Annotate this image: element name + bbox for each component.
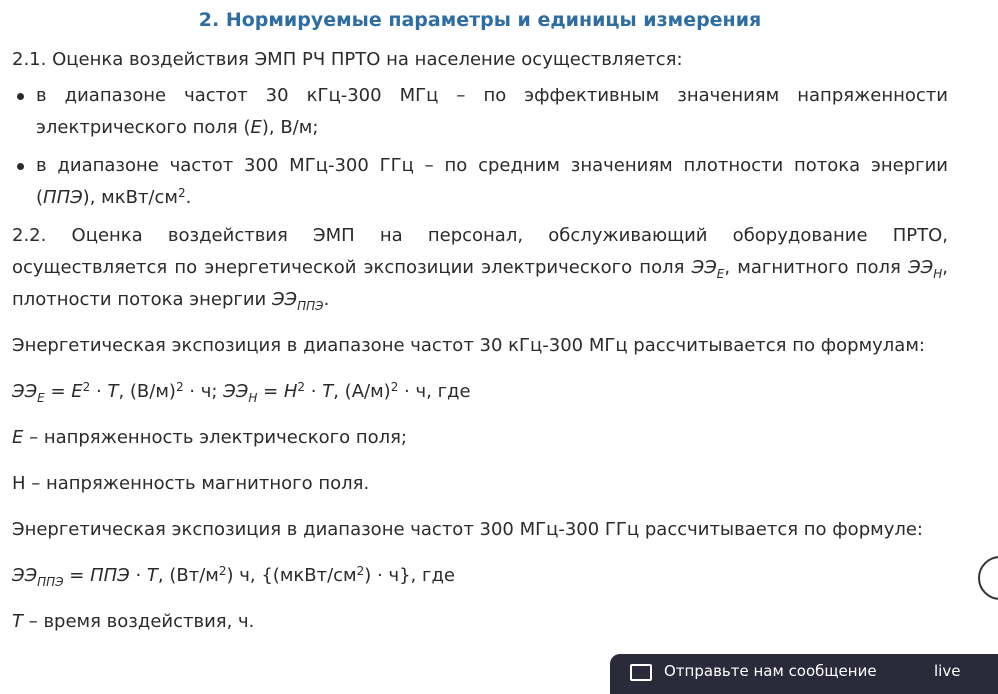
dot: · [129,565,147,586]
formula-2 [12,560,948,592]
spacer [12,454,948,468]
article-section [12,0,948,638]
p22-mid1: , магнитного поля [724,257,909,278]
unit-end: · ч; [183,381,224,402]
bullet2-symbol: ППЭ [43,187,83,208]
square: 2 [390,380,399,394]
spacer [12,408,948,422]
bullet-item-2 [12,150,948,214]
chat-label: Отправьте нам сообщение [664,662,877,680]
square: 2 [356,564,365,578]
equals: = [63,565,91,586]
bullet2-sup: 2 [177,186,186,200]
p22-ee-e [691,257,725,281]
definition-h: Н – напряженность магнитного поля. [12,473,370,494]
definition-text: – напряженность электрического поля; [23,427,407,448]
unit-a-m: , (А/м) [333,381,391,402]
t-symbol: T [12,611,23,632]
f1-ee-h [223,381,258,405]
unit-v-m: , (В/м) [118,381,176,402]
sub-h: H [248,391,258,405]
p22-end: . [323,289,330,310]
bullet-list [12,80,948,214]
p22-ee-ppe [271,289,324,313]
unit-end: ) ч, {(мкВт/см [226,565,357,586]
t-symbol: T [146,565,158,586]
square: 2 [175,380,184,394]
spacer [12,316,948,330]
paragraph-2-2 [12,220,948,316]
sub-e: E [37,391,45,405]
t-symbol: T [107,381,119,402]
spacer [12,592,948,606]
paragraph-energy-2: Энергетическая экспозиция в диапазоне частот 300 МГц-300 ГГц рассчитывается по формуле: [12,519,923,540]
equals: = [44,381,72,402]
bullet1-text: в диапазоне частот 30 кГц-300 МГц – по эффективным значениям напряженности электрического поля ( [36,85,948,138]
dot: · [305,381,323,402]
chat-widget-button[interactable] [610,654,998,694]
ee-symbol: ЭЭ [908,257,934,278]
equals: = [257,381,284,402]
ee-symbol: ЭЭ [12,381,38,402]
sub-h: H [933,267,943,281]
sub-e: E [716,267,725,281]
square: 2 [297,380,306,394]
spacer [12,32,948,44]
bullet1-tail: ), В/м; [261,117,319,138]
e-symbol: E [71,381,83,402]
paragraph-2-1: 2.1. Оценка воздействия ЭМП РЧ ПРТО на население осуществляется: [12,49,683,70]
paragraph-energy-1: Энергетическая экспозиция в диапазоне частот 30 кГц-300 МГц рассчитывается по формулам: [12,335,925,356]
square: 2 [218,564,227,578]
bullet2-end: . [185,187,192,208]
spacer [12,362,948,376]
bullet1-symbol: E [250,117,262,138]
definition-e [12,422,948,454]
p22-text: 2.2. Оценка воздействия ЭМП на персонал, обслуживающий оборудование ПРТО, осуществляется по энергетической экспозиции электрического поля [12,225,948,278]
unit-end: · ч, где [398,381,471,402]
t-symbol: T [322,381,334,402]
p22-ee-h [908,257,943,281]
message-icon [630,664,652,681]
ee-symbol: ЭЭ [691,257,717,278]
ee-symbol: ЭЭ [223,381,249,402]
ee-symbol: ЭЭ [271,289,298,310]
ppe-symbol: ППЭ [90,565,130,586]
bullet2-tail: ), мкВт/см [82,187,178,208]
bullet2-text: в диапазоне частот 300 МГц-300 ГГц – по средним значениям плотности потока энергии ( [36,155,948,208]
section-heading: 2. Нормируемые параметры и единицы измерения [198,9,762,31]
definition-text: – время воздействия, ч. [23,611,255,632]
chat-extra-label: live [934,662,961,680]
sub-ppe: ППЭ [297,299,324,313]
unit-tail: ) · ч}, где [364,565,455,586]
definition-t [12,606,948,638]
h-symbol: H [283,381,298,402]
f2-ee-ppe [12,565,64,589]
formula-1 [12,376,948,408]
square: 2 [82,380,91,394]
spacer [12,500,948,514]
e-symbol: E [12,427,24,448]
ee-symbol: ЭЭ [12,565,38,586]
spacer [12,546,948,560]
bullet-item-1 [12,80,948,144]
unit-w-m: , (Вт/м [157,565,219,586]
sub-ppe: ППЭ [37,575,64,589]
dot: · [90,381,108,402]
f1-ee-e [12,381,45,405]
scroll-up-button[interactable] [978,556,998,600]
p22-mid2: , плотности потока энергии [12,257,948,310]
